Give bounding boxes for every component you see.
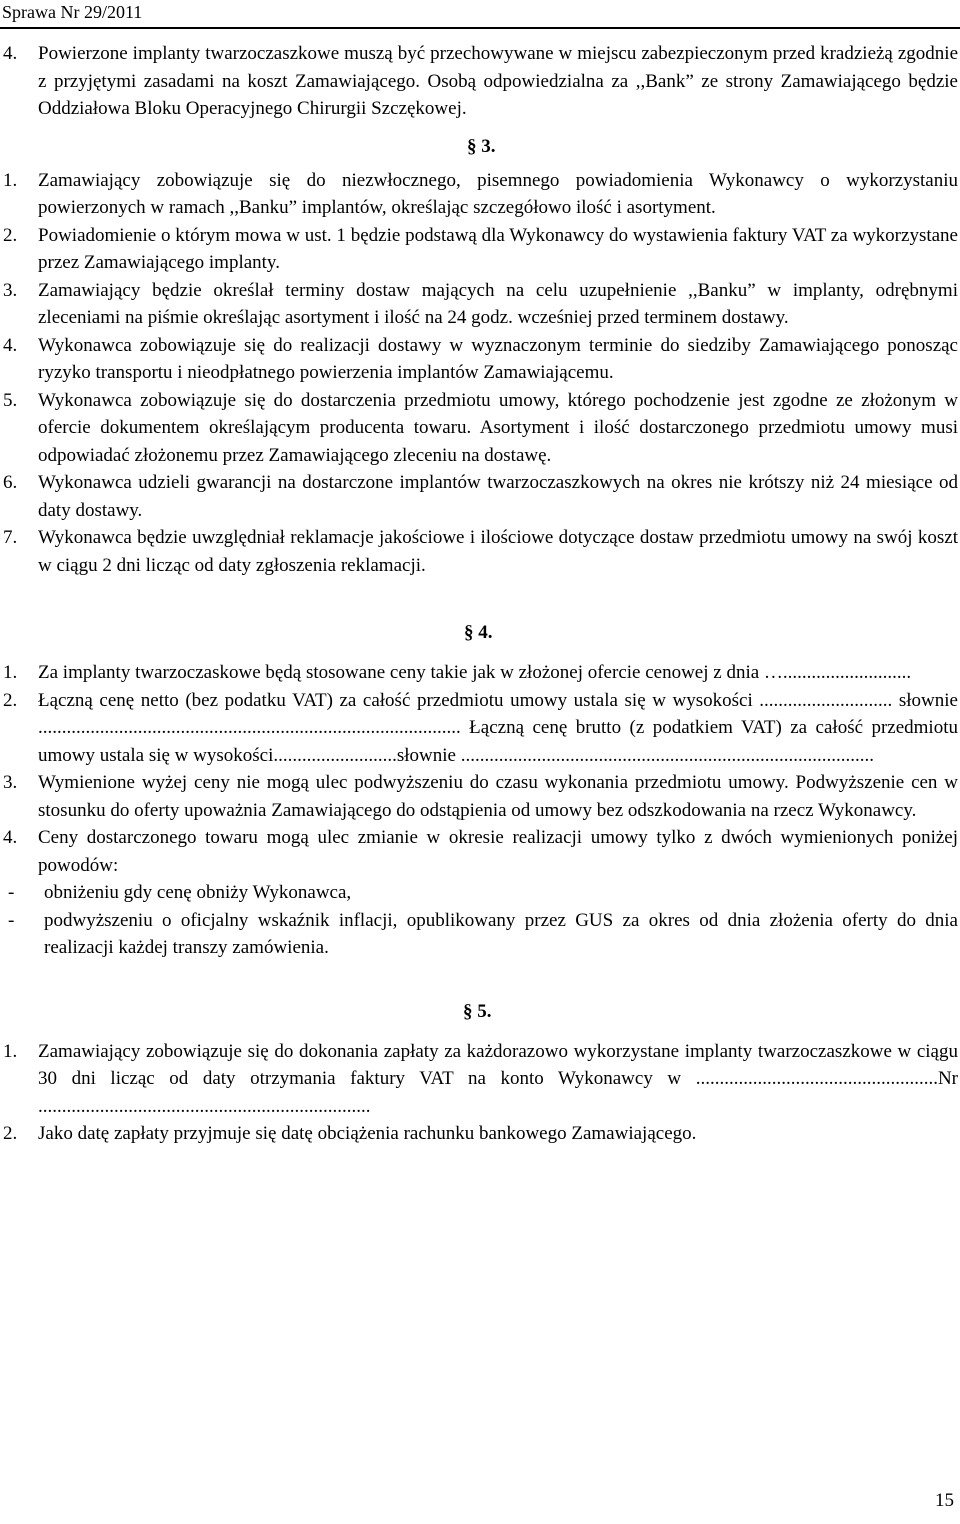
paragraph-item	[0, 40, 960, 123]
item-text: Wykonawca będzie uwzględniał reklamacje jakościowe i ilościowe dotyczące dostaw przedmiotu umowy na swój koszt w ciągu 2 dni licząc od daty zgłoszenia reklamacji.	[38, 527, 958, 576]
item-text: Zamawiający zobowiązuje się do dokonania zapłaty za każdorazowo wykorzystane implanty twarzoczaszkowe w ciągu 30 dni licząc od daty otrzymania faktury VAT na konto Wykonawcy w ...................................................Nr ......................................................................	[38, 1040, 958, 1117]
dash-marker: -	[8, 882, 15, 903]
item-text: Ceny dostarczonego towaru mogą ulec zmianie w okresie realizacji umowy tylko z dwóch wymienionych poniżej powodów:	[38, 827, 958, 876]
item-number: 4.	[3, 827, 18, 848]
paragraph-item	[0, 167, 960, 222]
item-text: Jako datę zapłaty przyjmuje się datę obciążenia rachunku bankowego Zamawiającego.	[38, 1123, 697, 1144]
item-text: Wykonawca zobowiązuje się do dostarczenia przedmiotu umowy, którego pochodzenie jest zgodne ze złożonym w ofercie dokumentem określającym producenta towaru. Asortyment i ilość dostarczonego przedmiotu umowy musi odpowiadać złożonemu przez Zamawiającego zleceniu na dostawę.	[38, 389, 958, 466]
paragraph-item	[0, 277, 960, 332]
item-text: podwyższeniu o oficjalny wskaźnik inflacji, opublikowany przez GUS za okres od dnia złożenia oferty do dnia realizacji każdej transzy zamówienia.	[44, 909, 958, 958]
header-rule	[0, 27, 960, 29]
item-number: 1.	[3, 1040, 18, 1062]
paragraph-item	[0, 687, 960, 770]
item-number: 2.	[3, 1123, 18, 1144]
paragraph-item	[0, 1120, 960, 1148]
paragraph-item	[0, 769, 960, 824]
section-heading-3: § 3.	[467, 135, 496, 157]
item-text: Powiadomienie o którym mowa w ust. 1 będzie podstawą dla Wykonawcy do wystawienia faktury VAT za wykorzystane przez Zamawiającego implanty.	[38, 224, 958, 273]
bullet-item	[0, 907, 960, 962]
item-number: 1.	[3, 662, 18, 683]
item-number: 4.	[3, 43, 18, 64]
item-number: 6.	[3, 472, 18, 493]
section-heading-5: § 5.	[463, 1000, 492, 1022]
item-number: 3.	[3, 279, 18, 301]
bullet-item	[0, 879, 960, 907]
item-number: 7.	[3, 527, 18, 548]
item-text: Za implanty twarzoczaskowe będą stosowane ceny takie jak w złożonej ofercie cenowej z dnia …...........................	[38, 662, 912, 683]
paragraph-item	[0, 332, 960, 387]
case-number: Sprawa Nr 29/2011	[2, 2, 143, 22]
item-number: 2.	[3, 224, 18, 246]
dash-marker: -	[8, 909, 15, 931]
page-number: 15	[935, 1490, 954, 1511]
paragraph-item	[0, 469, 960, 524]
item-text: Łączną cenę netto (bez podatku VAT) za całość przedmiotu umowy ustala się w wysokości ............................ słownie ......................................................................................... Łączną cenę brutto (z podatkiem VAT) za całość przedmiotu umowy ustala się w wysokości..........................słownie .......................................................................................	[38, 689, 958, 766]
item-number: 5.	[3, 389, 18, 411]
document-body	[0, 40, 960, 1148]
page-header	[0, 0, 960, 28]
item-number: 1.	[3, 169, 18, 191]
item-text: Zamawiający będzie określał terminy dostaw mających na celu uzupełnienie ,,Banku” w implanty, odrębnymi zleceniami na piśmie określając asortyment i ilość na 24 godz. wcześniej przed terminem dostawy.	[38, 279, 958, 328]
item-text: Powierzone implanty twarzoczaszkowe muszą być przechowywane w miejscu zabezpieczonym przed kradzieżą zgodnie z przyjętymi zasadami na koszt Zamawiającego. Osobą odpowiedzialna za ,,Bank” ze strony Zamawiającego będzie Oddziałowa Bloku Operacyjnego Chirurgii Szczękowej.	[38, 43, 958, 119]
paragraph-item	[0, 387, 960, 470]
section-heading-4: § 4.	[464, 622, 493, 643]
paragraph-item	[0, 222, 960, 277]
item-text: Wykonawca udzieli gwarancji na dostarczone implantów twarzoczaszkowych na okres nie krótszy niż 24 miesiące od daty dostawy.	[38, 472, 958, 521]
paragraph-item	[0, 1038, 960, 1121]
item-text: Wykonawca zobowiązuje się do realizacji dostawy w wyznaczonym terminie do siedziby Zamawiającego ponosząc ryzyko transportu i nieodpłatnego powierzenia implantów Zamawiającemu.	[38, 334, 958, 383]
item-text: Zamawiający zobowiązuje się do niezwłocznego, pisemnego powiadomienia Wykonawcy o wykorzystaniu powierzonych w ramach ,,Banku” implantów, określając szczegółowo ilość i asortyment.	[38, 169, 958, 218]
paragraph-item	[0, 824, 960, 879]
item-text: Wymienione wyżej ceny nie mogą ulec podwyższeniu do czasu wykonania przedmiotu umowy. Podwyższenie cen w stosunku do oferty upoważnia Zamawiającego do odstąpienia od umowy bez odszkodowania na rzecz Wykonawcy.	[38, 772, 958, 821]
item-number: 4.	[3, 334, 18, 356]
paragraph-item	[0, 524, 960, 579]
item-text: obniżeniu gdy cenę obniży Wykonawca,	[44, 882, 352, 903]
item-number: 2.	[3, 689, 18, 711]
paragraph-item	[0, 659, 960, 687]
item-number: 3.	[3, 772, 18, 793]
